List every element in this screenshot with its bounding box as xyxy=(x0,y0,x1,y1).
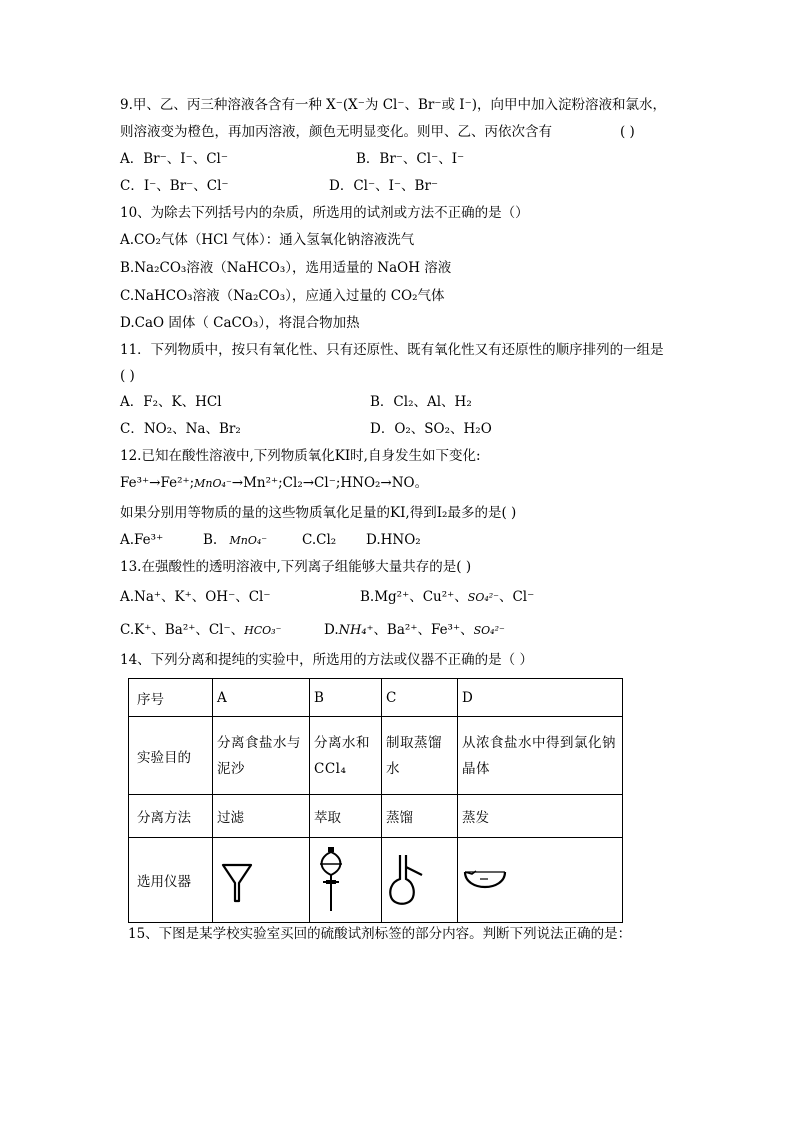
separation-methods-table xyxy=(128,678,623,923)
evaporating-dish-icon xyxy=(462,862,508,898)
q11-options-cd xyxy=(120,420,492,438)
instrument-cell-a xyxy=(213,838,310,923)
q13-options-cd xyxy=(120,621,505,640)
header-cell: C xyxy=(382,679,458,717)
q10-option-a: A.CO₂气体（HCl 气体）：通入氢氧化钠溶液洗气 xyxy=(120,232,415,248)
q13-option-d-part1: D. xyxy=(324,622,339,638)
instrument-cell-d xyxy=(458,838,623,923)
table-row-purpose xyxy=(129,717,623,795)
q11-option-b: B．Cl₂、Al、H₂ xyxy=(370,394,472,410)
method-cell-b: 萃取 xyxy=(310,795,382,838)
q12-option-b-formula: MnO₄⁻ xyxy=(229,534,268,547)
method-cell-c: 蒸馏 xyxy=(382,795,458,838)
q9-line2 xyxy=(120,123,635,141)
q9-option-c: C．I⁻、Br⁻、Cl⁻ xyxy=(120,178,229,194)
row-label: 实验目的 xyxy=(129,717,213,795)
q10-option-b: B.Na₂CO₃溶液（NaHCO₃），选用适量的 NaOH 溶液 xyxy=(120,260,452,276)
q13-options-ab xyxy=(120,588,535,606)
table-header-row xyxy=(129,679,623,717)
q13-option-d xyxy=(324,621,505,640)
q9-line2-text: 则溶液变为橙色，再加丙溶液，颜色无明显变化。则甲、乙、丙依次含有 xyxy=(120,124,552,140)
q9-options-cd xyxy=(120,177,439,195)
q15-stem: 15、下图是某学校实验室买回的硫酸试剂标签的部分内容。判断下列说法正确的是： xyxy=(128,926,632,942)
q12-question: 如果分别用等物质的量的这些物质氧化足量的KI,得到I₂最多的是( ) xyxy=(120,505,517,521)
purpose-cell-b: 分离水和CCl₄ xyxy=(310,717,382,795)
q9-answer-paren: ( ) xyxy=(620,124,635,140)
q12-options xyxy=(120,531,421,549)
q13-option-b xyxy=(360,588,534,607)
q12-option-b xyxy=(203,531,267,550)
table-row-instrument xyxy=(129,838,623,923)
purpose-cell-d: 从浓食盐水中得到氯化钠晶体 xyxy=(458,717,623,795)
q12-option-d: D.HNO₂ xyxy=(366,532,421,548)
q12-option-a: A.Fe³⁺ xyxy=(120,532,164,548)
q11-options-ab xyxy=(120,393,472,411)
table-row-method xyxy=(129,795,623,838)
q13-option-d-so4: SO₄²⁻ xyxy=(473,624,505,637)
q9-option-b: B．Br⁻、Cl⁻、I⁻ xyxy=(356,151,465,167)
row-label: 分离方法 xyxy=(129,795,213,838)
separatory-funnel-icon xyxy=(314,845,348,915)
distillation-flask-icon xyxy=(386,851,426,909)
q9-line1: 9.甲、乙、丙三种溶液各含有一种 X⁻(X⁻为 Cl⁻、Br⁻或 I⁻)，向甲中加入淀粉溶液和氯水， xyxy=(120,97,666,113)
q12-option-c: C.Cl₂ xyxy=(302,532,337,548)
q10-stem: 10、为除去下列括号内的杂质，所选用的试剂或方法不正确的是（） xyxy=(120,205,529,221)
header-cell: D xyxy=(458,679,623,717)
q13-option-b-part2: 、Cl⁻ xyxy=(498,589,535,605)
q12-changes xyxy=(120,474,428,493)
q12-changes-part1: Fe³⁺→Fe²⁺; xyxy=(120,475,195,491)
q9-option-a: A．Br⁻、I⁻、Cl⁻ xyxy=(120,151,228,167)
instrument-cell-c xyxy=(382,838,458,923)
q13-option-c-hco3: HCO₃⁻ xyxy=(244,624,282,637)
q11-answer-paren: ( ) xyxy=(120,368,135,384)
q13-option-b-part1: B.Mg²⁺、Cu²⁺、 xyxy=(360,589,468,605)
purpose-cell-c: 制取蒸馏水 xyxy=(382,717,458,795)
header-cell: B xyxy=(310,679,382,717)
q13-option-d-part2: 、Ba²⁺、Fe³⁺、 xyxy=(373,622,474,638)
q11-option-c: C．NO₂、Na、Br₂ xyxy=(120,421,241,437)
header-cell: 序号 xyxy=(129,679,213,717)
q12-option-b-letter: B. xyxy=(203,532,218,548)
q9-options-ab xyxy=(120,150,465,168)
q11-option-a: A．F₂、K、HCl xyxy=(120,394,222,410)
purpose-cell-a: 分离食盐水与泥沙 xyxy=(213,717,310,795)
funnel-icon xyxy=(217,855,257,905)
q10-option-c: C.NaHCO₃溶液（Na₂CO₃），应通入过量的 CO₂气体 xyxy=(120,288,445,304)
q12-stem: 12.已知在酸性溶液中,下列物质氧化KI时,自身发生如下变化: xyxy=(120,448,481,464)
q13-option-c xyxy=(120,622,281,638)
row-label: 选用仪器 xyxy=(129,838,213,923)
q11-option-d: D．O₂、SO₂、H₂O xyxy=(370,421,492,437)
q9-option-d: D．Cl⁻、I⁻、Br⁻ xyxy=(329,178,439,194)
q13-option-a: A.Na⁺、K⁺、OH⁻、Cl⁻ xyxy=(120,589,271,605)
method-cell-a: 过滤 xyxy=(213,795,310,838)
header-cell: A xyxy=(213,679,310,717)
q13-stem: 13.在强酸性的透明溶液中,下列离子组能够大量共存的是( ) xyxy=(120,559,472,575)
method-cell-d: 蒸发 xyxy=(458,795,623,838)
q10-option-d: D.CaO 固体（ CaCO₃），将混合物加热 xyxy=(120,315,360,331)
q12-changes-part2: →Mn²⁺;Cl₂→Cl⁻;HNO₂→NO。 xyxy=(231,475,429,491)
q13-option-c-part1: C.K⁺、Ba²⁺、Cl⁻、 xyxy=(120,622,245,638)
q14-stem: 14、下列分离和提纯的实验中，所选用的方法或仪器不正确的是（ ） xyxy=(120,652,533,668)
q13-option-d-nh4: NH₄⁺ xyxy=(338,623,374,638)
instrument-cell-b xyxy=(310,838,382,923)
q13-option-b-so4: SO₄²⁻ xyxy=(467,591,499,604)
q11-stem: 11．下列物质中，按只有氧化性、只有还原性、既有氧化性又有还原性的顺序排列的一组是 xyxy=(120,342,664,358)
q12-mno4-formula: MnO₄⁻ xyxy=(194,477,232,490)
